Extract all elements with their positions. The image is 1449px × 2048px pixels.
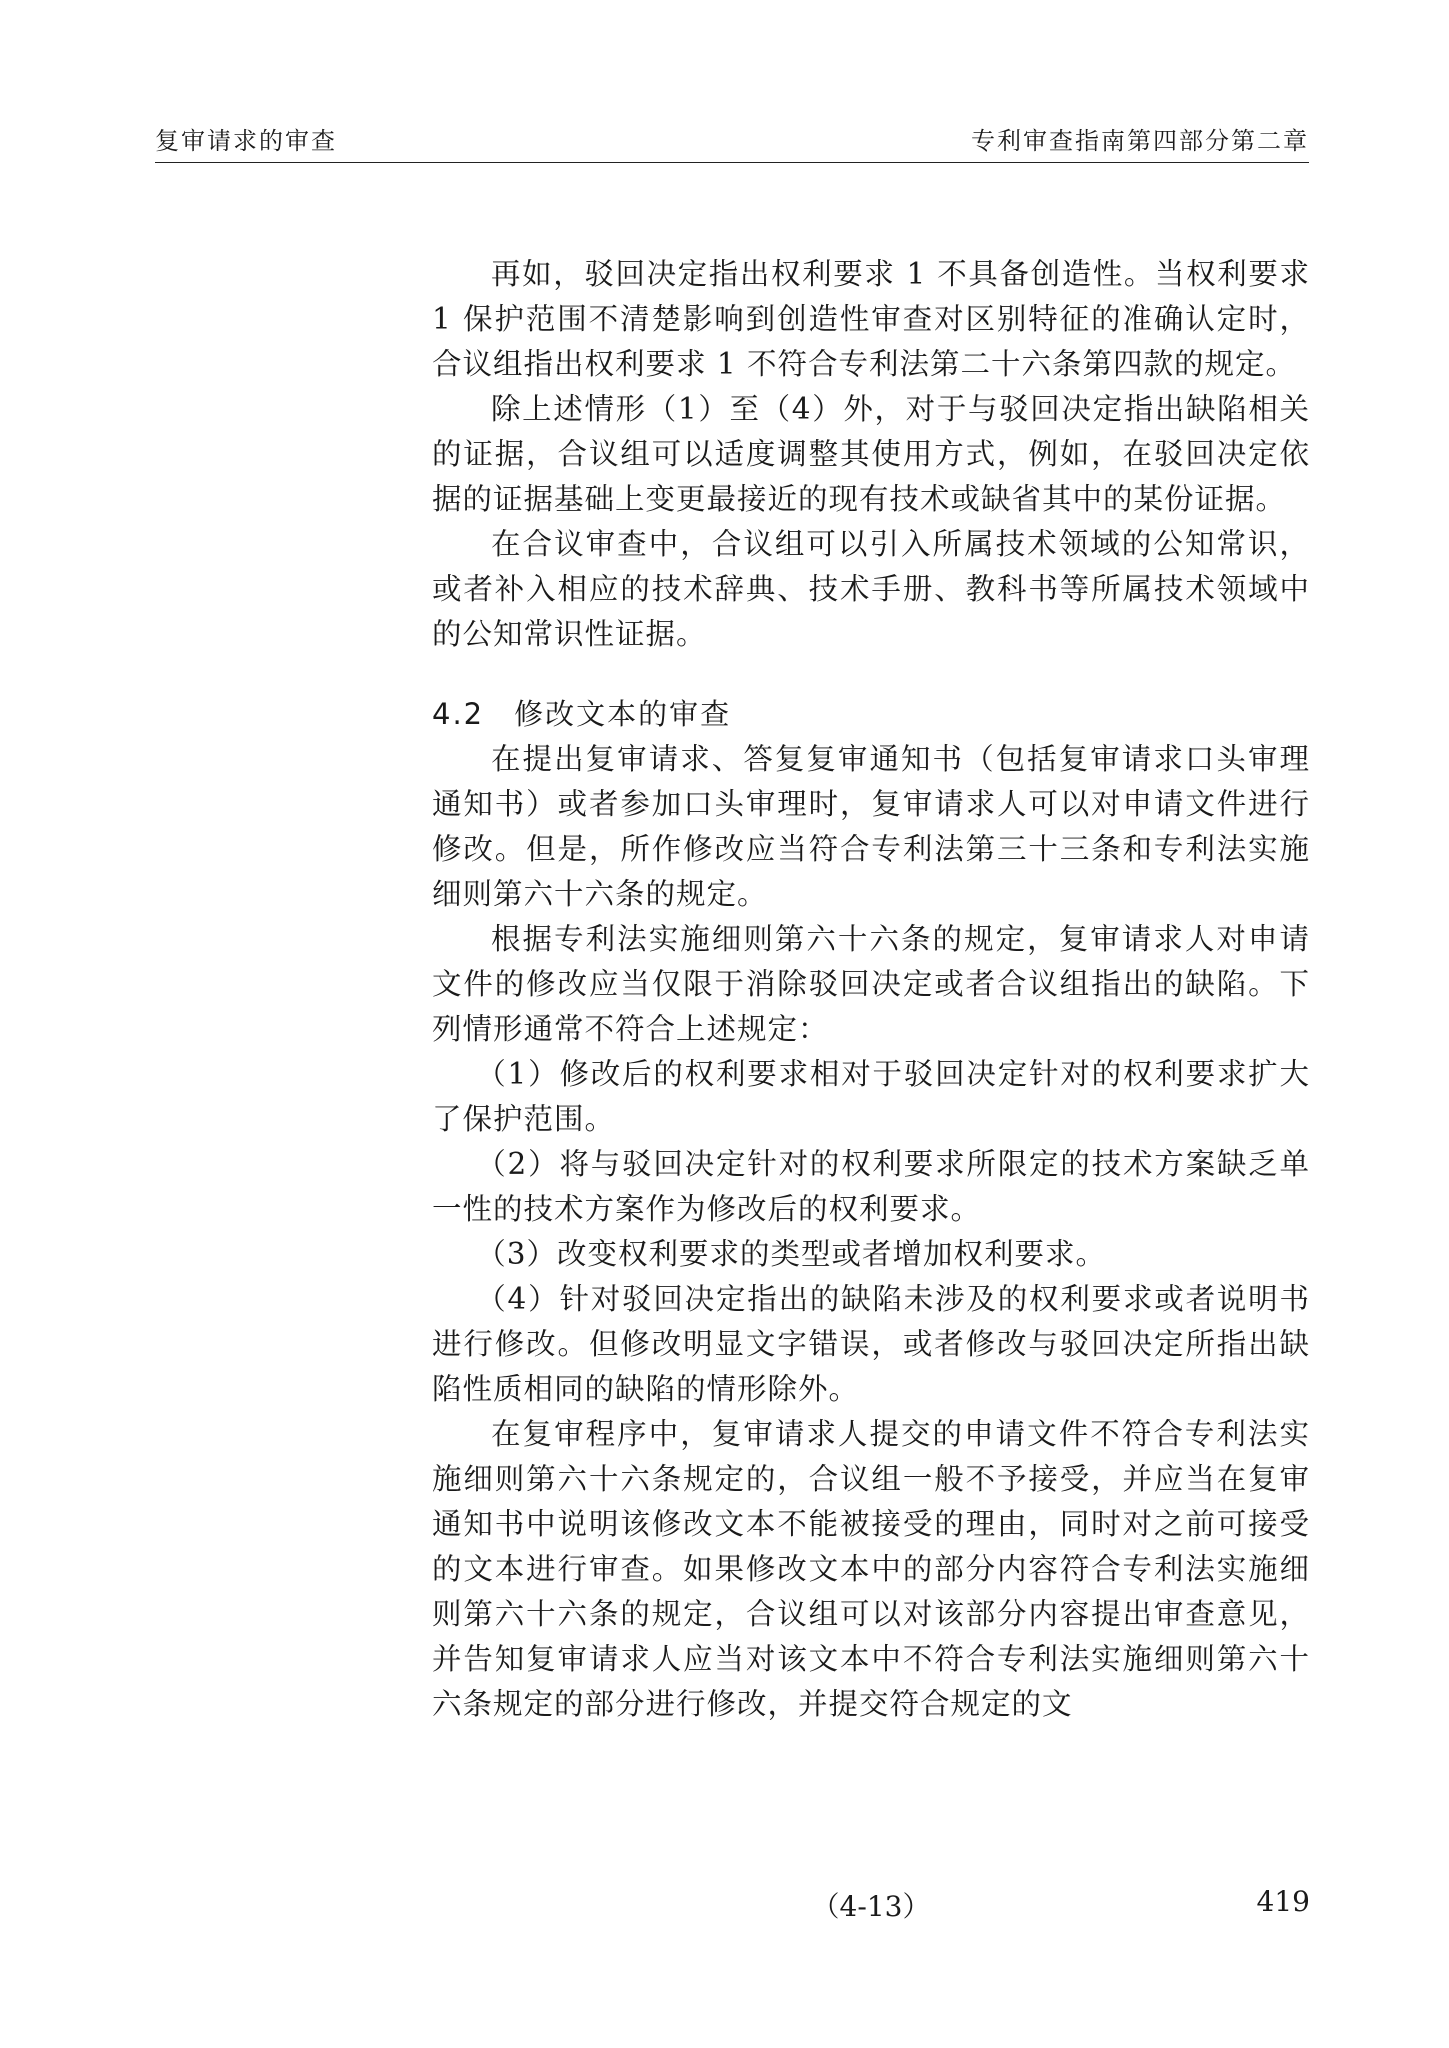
paragraph: 在复审程序中，复审请求人提交的申请文件不符合专利法实施细则第六十六条规定的，合议组一般不予接受，并应当在复审通知书中说明该修改文本不能被接受的理由，同时对之前可接受的文本进行审查。如果修改文本中的部分内容符合专利法实施细则第六十六条的规定，合议组可以对该部分内容提出审查意见，并告知复审请求人应当对该文本中不符合专利法实施细则第六十六条规定的部分进行修改，并提交符合规定的文	[432, 1417, 1310, 1721]
page-number: 419	[1256, 1885, 1310, 1918]
paragraph: 再如，驳回决定指出权利要求 1 不具备创造性。当权利要求 1 保护范围不清楚影响到创造性审查对区别特征的准确认定时，合议组指出权利要求 1 不符合专利法第二十六条第四款的规定。	[432, 257, 1310, 381]
section-number: 4.2	[432, 697, 485, 731]
list-item: （3）改变权利要求的类型或者增加权利要求。	[476, 1237, 1107, 1271]
paragraph: 在合议审查中，合议组可以引入所属技术领域的公知常识，或者补入相应的技术辞典、技术手册、教科书等所属技术领域中的公知常识性证据。	[432, 527, 1310, 651]
page-footer	[432, 1885, 1310, 1925]
paragraph: 根据专利法实施细则第六十六条的规定，复审请求人对申请文件的修改应当仅限于消除驳回决定或者合议组指出的缺陷。下列情形通常不符合上述规定：	[432, 922, 1310, 1046]
section-title: 修改文本的审查	[514, 697, 732, 731]
running-header	[155, 118, 1309, 163]
list-item: （1）修改后的权利要求相对于驳回决定针对的权利要求扩大了保护范围。	[432, 1057, 1310, 1136]
list-item: （2）将与驳回决定针对的权利要求所限定的技术方案缺乏单一性的技术方案作为修改后的权利要求。	[432, 1147, 1310, 1226]
page-body	[432, 252, 1310, 1727]
paragraph: 在提出复审请求、答复复审通知书（包括复审请求口头审理通知书）或者参加口头审理时，复审请求人可以对申请文件进行修改。但是，所作修改应当符合专利法第三十三条和专利法实施细则第六十六条的规定。	[432, 742, 1310, 911]
section-heading	[432, 691, 1310, 737]
header-chapter-title: 复审请求的审查	[155, 127, 337, 155]
section-page-label: （4-13）	[811, 1890, 931, 1923]
list-item: （4）针对驳回决定指出的缺陷未涉及的权利要求或者说明书进行修改。但修改明显文字错误，或者修改与驳回决定所指出缺陷性质相同的缺陷的情形除外。	[432, 1282, 1310, 1406]
header-book-section: 专利审查指南第四部分第二章	[971, 127, 1309, 155]
paragraph: 除上述情形（1）至（4）外，对于与驳回决定指出缺陷相关的证据，合议组可以适度调整其使用方式，例如，在驳回决定依据的证据基础上变更最接近的现有技术或缺省其中的某份证据。	[432, 392, 1310, 516]
